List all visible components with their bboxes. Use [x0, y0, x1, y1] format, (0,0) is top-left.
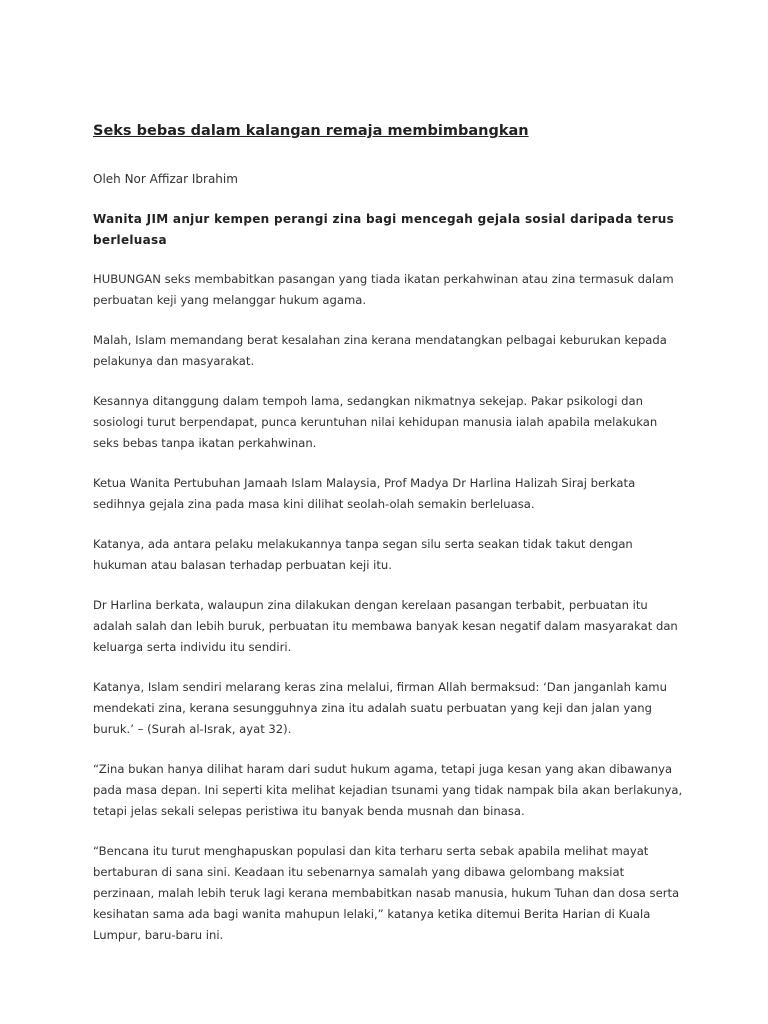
article-paragraph-5: Katanya, ada antara pelaku melakukannya tanpa segan silu serta seakan tidak takut dengan hukuman atau balasan terhadap perbuatan keji itu.	[93, 537, 633, 572]
article-paragraph-6: Dr Harlina berkata, walaupun zina dilakukan dengan kerelaan pasangan terbabit, perbuatan itu adalah salah dan lebih buruk, perbuatan itu membawa banyak kesan negatif dalam masyarakat dan keluarga serta individu itu sendiri.	[93, 598, 678, 654]
article-paragraph-7: Katanya, Islam sendiri melarang keras zina melalui, firman Allah bermaksud: ‘Dan janganlah kamu mendekati zina, kerana sesungguhnya zina itu adalah suatu perbuatan yang keji dan jalan yang buruk.’ – (Surah al-Israk, ayat 32).	[93, 680, 667, 736]
article-title: Seks bebas dalam kalangan remaja membimbangkan	[93, 123, 529, 139]
article	[93, 120, 683, 965]
article-lead: Wanita JIM anjur kempen perangi zina bagi mencegah gejala sosial daripada terus berleluasa	[93, 212, 675, 247]
article-paragraph-9: “Bencana itu turut menghapuskan populasi dan kita terharu serta sebak apabila melihat mayat bertaburan di sana sini. Keadaan itu sebenarnya samalah yang dibawa gelombang maksiat perzinaan, malah lebih teruk lagi kerana membabitkan nasab manusia, hukum Tuhan dan dosa serta kesihatan sama ada bagi wanita mahupun lelaki,” katanya ketika ditemui Berita Harian di Kuala Lumpur, baru-baru ini.	[93, 844, 680, 942]
article-paragraph-8: “Zina bukan hanya dilihat haram dari sudut hukum agama, tetapi juga kesan yang akan dibawanya pada masa depan. Ini seperti kita melihat kejadian tsunami yang tidak nampak bila akan berlakunya, tetapi jelas sekali selepas peristiwa itu banyak benda musnah dan binasa.	[93, 762, 683, 818]
article-paragraph-4: Ketua Wanita Pertubuhan Jamaah Islam Malaysia, Prof Madya Dr Harlina Halizah Siraj berkata sedihnya gejala zina pada masa kini dilihat seolah-olah semakin berleluasa.	[93, 476, 636, 511]
article-paragraph-2: Malah, Islam memandang berat kesalahan zina kerana mendatangkan pelbagai keburukan kepada pelakunya dan masyarakat.	[93, 333, 667, 368]
article-byline: Oleh Nor Affizar Ibrahim	[93, 172, 238, 186]
article-paragraph-3: Kesannya ditanggung dalam tempoh lama, sedangkan nikmatnya sekejap. Pakar psikologi dan sosiologi turut berpendapat, punca keruntuhan nilai kehidupan manusia ialah apabila melakukan seks bebas tanpa ikatan perkahwinan.	[93, 394, 658, 450]
article-paragraph-1: HUBUNGAN seks membabitkan pasangan yang tiada ikatan perkahwinan atau zina termasuk dalam perbuatan keji yang melanggar hukum agama.	[93, 272, 674, 307]
